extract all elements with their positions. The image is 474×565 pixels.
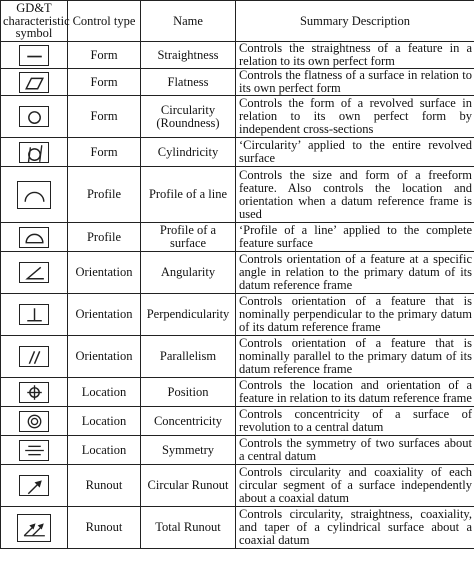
straightness-icon (19, 45, 49, 66)
symbol-cell (1, 294, 68, 336)
control-type-cell: Location (68, 436, 141, 465)
symbol-cell (1, 138, 68, 167)
name-cell: Angularity (141, 252, 236, 294)
profile-surface-icon (19, 227, 49, 248)
description-cell: Controls circularity and coaxiality of each circular segment of a surface independently about a coaxial datum (236, 465, 474, 507)
table-row (1, 96, 474, 138)
control-type-cell: Runout (68, 465, 141, 507)
name-cell: Cylindricity (141, 138, 236, 167)
table-row (1, 378, 474, 407)
circular-runout-icon (19, 475, 49, 496)
description-cell: Controls the form of a revolved surface in relation to its own perfect form by independent cross-sections (236, 96, 474, 138)
symbol-cell (1, 96, 68, 138)
table-row (1, 336, 474, 378)
parallelism-icon (19, 346, 49, 367)
symbol-cell (1, 378, 68, 407)
description-cell: Controls the flatness of a surface in relation to its own perfect form (236, 69, 474, 96)
table-row (1, 167, 474, 223)
table-row (1, 436, 474, 465)
header-symbol: GD&T characteristic symbol (1, 1, 68, 42)
control-type-cell: Form (68, 42, 141, 69)
name-cell: Circular Runout (141, 465, 236, 507)
table-row (1, 407, 474, 436)
circularity-icon (19, 106, 49, 127)
header-control-type: Control type (68, 1, 141, 42)
control-type-cell: Location (68, 407, 141, 436)
description-cell: Controls circularity, straightness, coaxiality, and taper of a cylindrical surface about a coaxial datum (236, 507, 474, 549)
description-cell: Controls orientation of a feature that is nominally parallel to the primary datum of its datum reference frame (236, 336, 474, 378)
control-type-cell: Orientation (68, 252, 141, 294)
description-cell: ‘Circularity’ applied to the entire revolved surface (236, 138, 474, 167)
name-cell: Symmetry (141, 436, 236, 465)
symbol-cell (1, 223, 68, 252)
cylindricity-icon (19, 142, 49, 163)
description-cell: ‘Profile of a line’ applied to the complete feature surface (236, 223, 474, 252)
control-type-cell: Location (68, 378, 141, 407)
control-type-cell: Form (68, 138, 141, 167)
description-cell: Controls the symmetry of two surfaces about a central datum (236, 436, 474, 465)
table-row (1, 42, 474, 69)
name-cell: Concentricity (141, 407, 236, 436)
control-type-cell: Orientation (68, 294, 141, 336)
control-type-cell: Orientation (68, 336, 141, 378)
symbol-cell (1, 69, 68, 96)
description-cell: Controls the straightness of a feature in a relation to its own perfect form (236, 42, 474, 69)
symbol-cell (1, 167, 68, 223)
control-type-cell: Runout (68, 507, 141, 549)
name-cell: Flatness (141, 69, 236, 96)
table-row (1, 465, 474, 507)
table-row (1, 507, 474, 549)
symbol-cell (1, 436, 68, 465)
position-icon (19, 382, 49, 403)
name-cell: Profile of a line (141, 167, 236, 223)
symbol-cell (1, 336, 68, 378)
header-name: Name (141, 1, 236, 42)
total-runout-icon (17, 514, 51, 542)
description-cell: Controls orientation of a feature that is nominally perpendicular to the primary datum of its datum reference frame (236, 294, 474, 336)
profile-line-icon (17, 181, 51, 209)
name-cell: Profile of a surface (141, 223, 236, 252)
description-cell: Controls the size and form of a freeform feature. Also controls the location and orientation when a datum reference frame is used (236, 167, 474, 223)
name-cell: Straightness (141, 42, 236, 69)
description-cell: Controls the location and orientation of a feature in relation to its datum reference frame (236, 378, 474, 407)
symmetry-icon (19, 440, 49, 461)
control-type-cell: Profile (68, 167, 141, 223)
description-cell: Controls orientation of a feature at a specific angle in relation to the primary datum of its datum reference frame (236, 252, 474, 294)
table-row (1, 252, 474, 294)
description-cell: Controls concentricity of a surface of revolution to a central datum (236, 407, 474, 436)
table-row (1, 138, 474, 167)
header-summary: Summary Description (236, 1, 474, 42)
control-type-cell: Profile (68, 223, 141, 252)
flatness-icon (19, 72, 49, 93)
header-row (1, 1, 474, 42)
perpendicularity-icon (19, 304, 49, 325)
name-cell: Position (141, 378, 236, 407)
name-cell: Total Runout (141, 507, 236, 549)
name-cell: Circularity (Roundness) (141, 96, 236, 138)
concentricity-icon (19, 411, 49, 432)
table-row (1, 69, 474, 96)
symbol-cell (1, 465, 68, 507)
name-cell: Perpendicularity (141, 294, 236, 336)
angularity-icon (19, 262, 49, 283)
name-cell: Parallelism (141, 336, 236, 378)
symbol-cell (1, 407, 68, 436)
table-body (1, 42, 474, 549)
symbol-cell (1, 252, 68, 294)
control-type-cell: Form (68, 69, 141, 96)
table-row (1, 223, 474, 252)
symbol-cell (1, 507, 68, 549)
symbol-cell (1, 42, 68, 69)
table-row (1, 294, 474, 336)
control-type-cell: Form (68, 96, 141, 138)
